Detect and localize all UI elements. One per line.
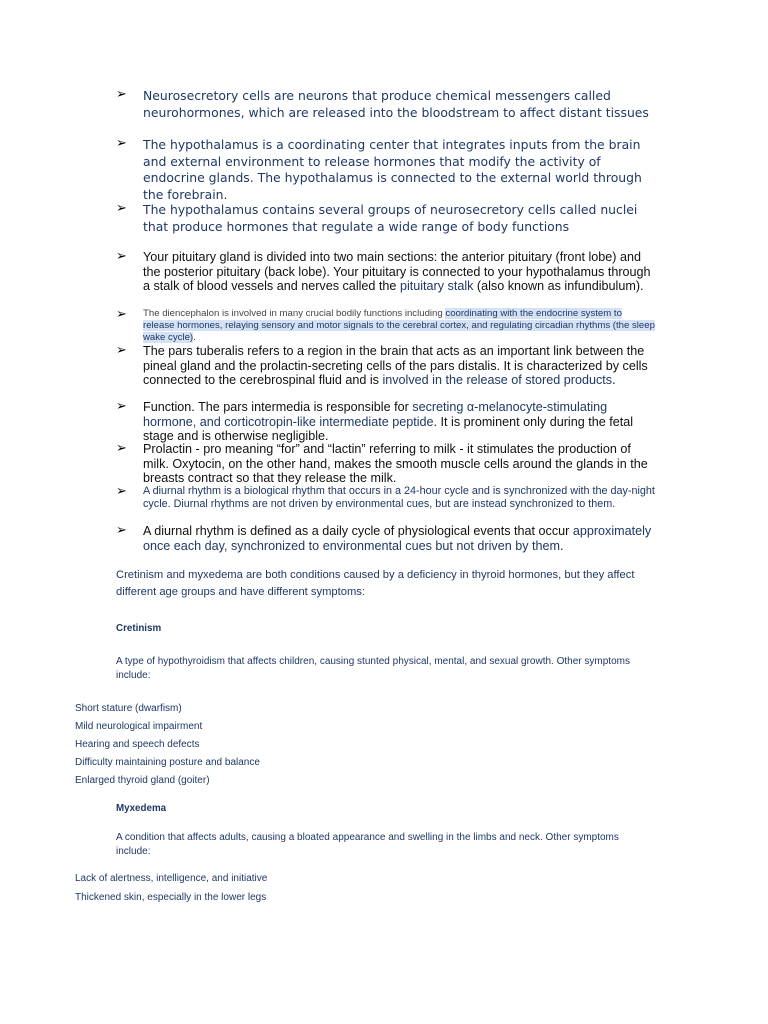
linked-term: secreting α-melanocyte-stimulating hormone, and corticotropin-like intermediate peptide [143, 400, 608, 429]
arrow-bullet-icon: ➢ [116, 399, 127, 414]
arrow-bullet-icon: ➢ [116, 484, 127, 499]
symptom-item: Short stature (dwarfism) [75, 703, 182, 714]
linked-term: pituitary stalk [399, 279, 474, 293]
arrow-bullet-icon: ➢ [116, 343, 127, 358]
bullet-text-part: Function. The pars intermedia is responsible for [143, 400, 413, 414]
bullet-text-part: . [612, 373, 616, 387]
bullet-text [143, 400, 656, 444]
arrow-bullet-icon: ➢ [116, 441, 127, 456]
bullet-text-part: Your pituitary gland is divided into two main sections: the anterior pituitary (front lobe) and the posterior pituitary (back lobe). Your pituitary is connected to your hypothalamus through a stalk of blood vessels and nerves called the [143, 250, 651, 293]
bullet-text [143, 308, 656, 345]
bullet-text-part: The diencephalon is involved in many crucial bodily functions including [143, 308, 446, 319]
arrow-bullet-icon: ➢ [116, 249, 127, 264]
bullet-text: The hypothalamus contains several groups of neurosecretory cells called nuclei that produce hormones that regulate a wide range of body functions [143, 202, 638, 234]
symptom-item: Difficulty maintaining posture and balance [75, 757, 260, 768]
bullet-text-part: . It is prominent only during the fetal stage and is otherwise negligible. [143, 414, 634, 443]
bullet-text-part: . [560, 538, 564, 553]
intro-paragraph: Cretinism and myxedema are both conditions caused by a deficiency in thyroid hormones, but they affect different age groups and have different symptoms: [116, 569, 635, 598]
highlighted-text: coordinating with the endocrine system to release hormones, relaying sensory and motor signals to the cerebral cortex, and regulating circadian rhythms (the sleep wake cycle) [143, 308, 655, 344]
symptom-item: Mild neurological impairment [75, 721, 203, 732]
cretinism-heading: Cretinism [116, 623, 162, 634]
symptom-item: Enlarged thyroid gland (goiter) [75, 775, 210, 786]
bullet-text: Prolactin - pro meaning “for” and “lactin” referring to milk - it stimulates the production of milk. Oxytocin, on the other hand, makes the smooth muscle cells around the glands in the breasts contract so that they release the milk. [143, 442, 648, 485]
bullet-text-part: A diurnal rhythm is defined as a daily cycle of physiological events that occur [143, 524, 573, 538]
symptom-item: Thickened skin, especially in the lower legs [75, 892, 267, 903]
arrow-bullet-icon: ➢ [116, 201, 127, 216]
myxedema-heading: Myxedema [116, 803, 167, 814]
arrow-bullet-icon: ➢ [116, 136, 127, 151]
symptom-item: Lack of alertness, intelligence, and initiative [75, 873, 268, 884]
arrow-bullet-icon: ➢ [116, 307, 127, 322]
bullet-text: Neurosecretory cells are neurons that produce chemical messengers called neurohormones, which are released into the bloodstream to affect distant tissues [143, 88, 649, 120]
arrow-bullet-icon: ➢ [116, 87, 127, 102]
bullet-text: A diurnal rhythm is a biological rhythm that occurs in a 24-hour cycle and is synchronized with the day-night cycle. Diurnal rhythms are not driven by environmental cues, but are instead synchronized to them. [143, 485, 655, 511]
bullet-text-part: . [193, 332, 196, 344]
myxedema-description: A condition that affects adults, causing a bloated appearance and swelling in the limbs and neck. Other symptoms include: [116, 832, 619, 857]
arrow-bullet-icon: ➢ [116, 523, 127, 538]
bullet-text-part: The pars tuberalis refers to a region in the brain that acts as an important link between the pineal gland and the prolactin-secreting cells of the pars distalis. It is characterized by cells connected to the cerebrospinal fluid and is [143, 344, 648, 387]
bullet-text [143, 250, 656, 294]
cretinism-description: A type of hypothyroidism that affects children, causing stunted physical, mental, and sexual growth. Other symptoms include: [116, 656, 630, 681]
bullet-text-part: (also known as infundibulum). [473, 279, 644, 293]
bullet-text [143, 524, 656, 553]
symptom-item: Hearing and speech defects [75, 739, 200, 750]
bullet-text: The hypothalamus is a coordinating center that integrates inputs from the brain and external environment to release hormones that modify the activity of endocrine glands. The hypothalamus is connected to the external world through the forebrain. [143, 137, 642, 202]
linked-term: approximately once each day, synchronized to environmental cues but not driven by them [143, 524, 652, 553]
linked-term: involved in the release of stored products [382, 373, 613, 387]
bullet-text [143, 344, 656, 388]
